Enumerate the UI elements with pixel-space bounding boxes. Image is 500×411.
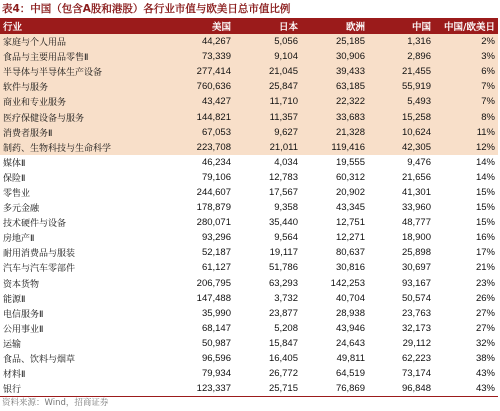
industry-cell: 消费者服务Ⅱ <box>0 125 166 140</box>
table-row <box>0 321 498 336</box>
jp-cell: 21,045 <box>234 64 301 79</box>
jp-cell: 19,117 <box>269 247 298 259</box>
us-cell: 79,934 <box>201 368 231 380</box>
industry-cell: 软件与服务 <box>0 79 166 94</box>
table-row <box>0 351 498 366</box>
table-row <box>0 155 498 170</box>
industry-cell: 食品与主要用品零售Ⅱ <box>0 49 166 64</box>
eu-cell: 30,906 <box>301 49 368 64</box>
ratio-cell: 15% <box>475 186 495 198</box>
col-header-cn: 中国 <box>368 18 434 34</box>
eu-cell: 64,519 <box>335 368 365 380</box>
ratio-cell: 43% <box>434 381 498 397</box>
eu-cell: 28,938 <box>335 307 365 319</box>
jp-cell: 16,405 <box>268 353 298 365</box>
jp-cell: 35,440 <box>268 217 298 229</box>
us-cell: 93,296 <box>201 232 231 244</box>
eu-cell: 80,637 <box>335 247 365 259</box>
us-cell: 223,708 <box>166 140 234 155</box>
us-cell: 206,795 <box>196 277 231 289</box>
table-header-row <box>0 18 498 34</box>
ratio-cell: 14% <box>475 156 495 168</box>
table-row <box>0 79 498 94</box>
cn-cell: 62,223 <box>401 353 431 365</box>
table-row <box>0 170 498 185</box>
table-row <box>0 109 498 124</box>
ratio-cell: 17% <box>475 247 495 259</box>
industry-cell: 耐用消费品与服装 <box>3 249 76 260</box>
jp-cell: 4,034 <box>274 156 298 168</box>
table-row <box>0 366 498 381</box>
us-cell: 123,337 <box>166 381 234 397</box>
ratio-cell: 6% <box>434 64 498 79</box>
us-cell: 147,488 <box>196 292 231 304</box>
table-row <box>0 276 498 291</box>
us-cell: 43,427 <box>166 94 234 109</box>
eu-cell: 43,946 <box>335 322 365 334</box>
cn-cell: 42,305 <box>368 140 434 155</box>
us-cell: 67,053 <box>166 125 234 140</box>
industry-cell: 商业和专业服务 <box>0 94 166 109</box>
jp-cell: 9,627 <box>234 125 301 140</box>
eu-cell: 40,704 <box>335 292 365 304</box>
ratio-cell: 15% <box>475 202 495 214</box>
ratio-cell: 7% <box>434 79 498 94</box>
cn-cell: 9,476 <box>407 156 431 168</box>
table-row <box>0 64 498 79</box>
table-row <box>0 381 498 397</box>
eu-cell: 142,253 <box>330 277 365 289</box>
cn-cell: 48,777 <box>401 217 431 229</box>
industry-cell: 保险Ⅱ <box>3 173 26 184</box>
cn-cell: 2,896 <box>368 49 434 64</box>
cn-cell: 21,656 <box>401 171 431 183</box>
table-row <box>0 94 498 109</box>
cn-cell: 33,960 <box>401 202 431 214</box>
jp-cell: 9,564 <box>274 232 298 244</box>
cn-cell: 15,258 <box>368 109 434 124</box>
eu-cell: 60,312 <box>335 171 365 183</box>
eu-cell: 30,816 <box>335 262 365 274</box>
eu-cell: 24,643 <box>335 337 365 349</box>
ratio-cell: 27% <box>475 322 495 334</box>
cn-cell: 93,167 <box>401 277 431 289</box>
ratio-cell: 23% <box>475 277 495 289</box>
us-cell: 73,339 <box>166 49 234 64</box>
industry-cell: 技术硬件与设备 <box>3 219 67 230</box>
eu-cell: 25,185 <box>301 34 368 49</box>
table-row <box>0 291 498 306</box>
col-header-ratio: 中国/欧美日 <box>434 18 498 34</box>
us-cell: 178,879 <box>196 202 231 214</box>
ratio-cell: 32% <box>475 337 495 349</box>
ratio-cell: 26% <box>475 292 495 304</box>
us-cell: 68,147 <box>201 322 231 334</box>
jp-cell: 25,715 <box>234 381 301 397</box>
eu-cell: 21,328 <box>301 125 368 140</box>
ratio-cell: 3% <box>434 49 498 64</box>
jp-cell: 12,783 <box>268 171 298 183</box>
cn-cell: 55,919 <box>368 79 434 94</box>
ratio-cell: 2% <box>434 34 498 49</box>
us-cell: 244,607 <box>196 186 231 198</box>
cn-cell: 1,316 <box>368 34 434 49</box>
jp-cell: 11,357 <box>234 109 301 124</box>
ratio-cell: 21% <box>475 262 495 274</box>
us-cell: 79,106 <box>201 171 231 183</box>
jp-cell: 51,786 <box>268 262 298 274</box>
us-cell: 61,127 <box>201 262 231 274</box>
ratio-cell: 8% <box>434 109 498 124</box>
jp-cell: 26,772 <box>268 368 298 380</box>
industry-cell: 房地产Ⅱ <box>3 234 35 245</box>
cn-cell: 32,173 <box>401 322 431 334</box>
jp-cell: 5,208 <box>274 322 298 334</box>
eu-cell: 119,416 <box>301 140 368 155</box>
eu-cell: 33,683 <box>301 109 368 124</box>
ratio-cell: 11% <box>434 125 498 140</box>
us-cell: 52,187 <box>201 247 231 259</box>
ratio-cell: 7% <box>434 94 498 109</box>
col-header-industry: 行业 <box>0 18 166 34</box>
jp-cell: 15,847 <box>268 337 298 349</box>
jp-cell: 3,732 <box>274 292 298 304</box>
us-cell: 46,234 <box>201 156 231 168</box>
cn-cell: 96,848 <box>368 381 434 397</box>
us-cell: 35,990 <box>201 307 231 319</box>
table-row <box>0 49 498 64</box>
table-row <box>0 215 498 230</box>
industry-cell: 制药、生物科技与生命科学 <box>0 140 166 155</box>
eu-cell: 12,751 <box>335 217 365 229</box>
us-cell: 50,987 <box>201 337 231 349</box>
jp-cell: 17,567 <box>268 186 298 198</box>
jp-cell: 23,877 <box>268 307 298 319</box>
table-row <box>0 260 498 275</box>
ratio-cell: 15% <box>475 217 495 229</box>
ratio-cell: 16% <box>475 232 495 244</box>
ratio-cell: 12% <box>434 140 498 155</box>
table-row <box>0 245 498 260</box>
us-cell: 760,636 <box>166 79 234 94</box>
cn-cell: 10,624 <box>368 125 434 140</box>
ratio-cell: 14% <box>475 171 495 183</box>
cn-cell: 23,763 <box>401 307 431 319</box>
industry-cell: 银行 <box>0 381 166 397</box>
col-header-us: 美国 <box>166 18 234 34</box>
col-header-jp: 日本 <box>234 18 301 34</box>
eu-cell: 19,555 <box>335 156 365 168</box>
industry-cell: 食品、饮料与烟草 <box>3 355 76 366</box>
cn-cell: 30,697 <box>401 262 431 274</box>
industry-cell: 汽车与汽车零部件 <box>3 264 76 275</box>
cn-cell: 18,900 <box>401 232 431 244</box>
industry-cell: 家庭与个人用品 <box>0 34 166 49</box>
jp-cell: 21,011 <box>234 140 301 155</box>
table-row <box>0 230 498 245</box>
col-header-eu: 欧洲 <box>301 18 368 34</box>
eu-cell: 76,869 <box>301 381 368 397</box>
eu-cell: 39,433 <box>301 64 368 79</box>
table-title: 表4：中国（包含A股和港股）各行业市值与欧美日总市值比例 <box>2 3 291 15</box>
table-row <box>0 336 498 351</box>
industry-cell: 医疗保健设备与服务 <box>0 109 166 124</box>
eu-cell: 43,345 <box>335 202 365 214</box>
cn-cell: 29,112 <box>402 337 431 349</box>
jp-cell: 11,710 <box>234 94 301 109</box>
table-row <box>0 125 498 140</box>
us-cell: 96,596 <box>201 353 231 365</box>
cn-cell: 5,493 <box>368 94 434 109</box>
ratio-cell: 27% <box>475 307 495 319</box>
eu-cell: 22,322 <box>301 94 368 109</box>
source-note: 资料来源：Wind，招商证券 <box>2 398 109 408</box>
us-cell: 280,071 <box>196 217 231 229</box>
industry-cell: 能源Ⅱ <box>3 294 26 305</box>
industry-cell: 半导体与半导体生产设备 <box>0 64 166 79</box>
eu-cell: 49,811 <box>336 353 365 365</box>
cn-cell: 50,574 <box>401 292 431 304</box>
table-row <box>0 200 498 215</box>
eu-cell: 20,902 <box>335 186 365 198</box>
industry-cell: 电信服务Ⅱ <box>3 309 44 320</box>
table-row <box>0 306 498 321</box>
ratio-cell: 43% <box>475 368 495 380</box>
industry-cell: 公用事业Ⅱ <box>3 324 44 335</box>
cn-cell: 21,455 <box>368 64 434 79</box>
table-row <box>0 185 498 200</box>
cn-cell: 25,898 <box>401 247 431 259</box>
industry-cell: 媒体Ⅱ <box>3 158 26 169</box>
jp-cell: 63,293 <box>268 277 298 289</box>
industry-cell: 多元金融 <box>3 204 40 215</box>
jp-cell: 5,056 <box>234 34 301 49</box>
cn-cell: 73,174 <box>401 368 431 380</box>
us-cell: 277,414 <box>166 64 234 79</box>
industry-cell: 零售业 <box>3 188 31 199</box>
industry-cell: 运输 <box>3 339 22 350</box>
industry-cell: 资本货物 <box>3 279 40 290</box>
market-cap-table <box>0 18 498 397</box>
industry-cell: 材料Ⅱ <box>3 370 26 381</box>
us-cell: 44,267 <box>166 34 234 49</box>
cn-cell: 41,301 <box>401 186 431 198</box>
jp-cell: 9,104 <box>234 49 301 64</box>
eu-cell: 63,185 <box>301 79 368 94</box>
jp-cell: 9,358 <box>274 202 298 214</box>
ratio-cell: 38% <box>475 353 495 365</box>
table-row <box>0 34 498 49</box>
jp-cell: 25,847 <box>234 79 301 94</box>
eu-cell: 12,271 <box>335 232 365 244</box>
us-cell: 144,821 <box>166 109 234 124</box>
table-row <box>0 140 498 155</box>
